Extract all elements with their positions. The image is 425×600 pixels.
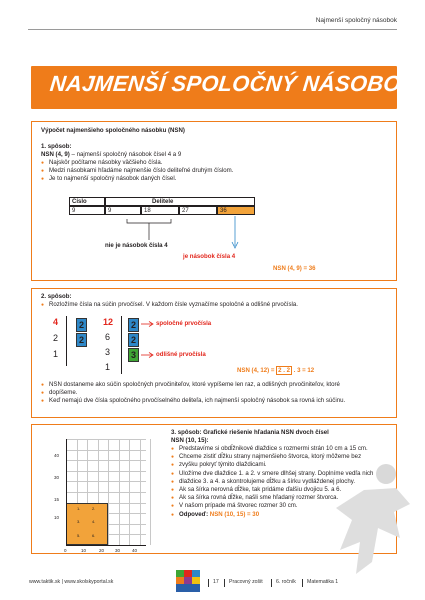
x-axis: [66, 545, 146, 546]
number-12: 12: [103, 317, 114, 327]
common-prime-box: 2: [128, 333, 139, 347]
x-tick-label: 40: [132, 548, 138, 553]
factor-value: 1: [53, 349, 59, 359]
figure-watermark-icon: [334, 462, 414, 582]
tile-label: 1.: [77, 506, 81, 511]
y-tick-label: 30: [54, 475, 60, 480]
bullet-item: ● Je to najmenší spoločný násobok daných čísel.: [41, 175, 233, 183]
table-cell: 9: [69, 206, 105, 215]
table-cell: 9: [105, 206, 141, 215]
bullet-item: ● Rozložíme čísla na súčin prvočísel. V každom čísle vyznačíme spoločné a odlišné prvočísla.: [41, 301, 298, 309]
different-prime-box: 3: [128, 348, 139, 362]
tile-label: 4.: [92, 519, 96, 524]
table-cell: 18: [141, 206, 179, 215]
footer-divider: [208, 579, 209, 587]
x-tick-label: 10: [81, 548, 87, 553]
footer-grade: 6. ročník: [276, 579, 296, 585]
bullet-item: ● Keď nemajú dve čísla spoločného prvočíselného deliteľa, ich najmenší spoločný násobok sa rovná ich súčinu.: [41, 397, 345, 405]
header-rule: [28, 29, 397, 30]
footer-divider: [271, 579, 272, 587]
definition-line: NSN (4, 9) – najmenší spoločný násobok čísel 4 a 9: [41, 151, 182, 158]
bullet-item: ● Uložíme dve dlaždice 1. a 2. v smere dlhšej strany. Doplníme vedľa nich: [171, 470, 373, 478]
x-tick-label: 30: [115, 548, 121, 553]
footer-divider: [302, 579, 303, 587]
y-tick-label: 40: [54, 453, 60, 458]
bullet-continuation: ● dlaždice 3. a 4. a skontrolujeme dĺžku a šírku vydláždenej plochy.: [171, 478, 373, 486]
factor-value: 1: [105, 362, 111, 372]
y-tick-label: 10: [54, 515, 60, 520]
x-tick-label: 0: [64, 548, 67, 553]
method-label: 1. spôsob:: [41, 143, 72, 150]
square-outline: [66, 503, 108, 545]
bullet-item: ● Medzi násobkami hľadáme najmenšie číslo deliteľné druhým číslom.: [41, 167, 233, 175]
grid-line: [66, 481, 146, 482]
factor-value: 6: [105, 332, 111, 342]
bullet-item: ● NSN dostaneme ako súčin spoločných prvočiniteľov, ktoré vypíšeme len raz, a odlišných prvočiniteľov, ktoré: [41, 381, 345, 389]
note-is-multiple: je násobok čísla 4: [183, 253, 236, 260]
common-prime-box: 2: [76, 318, 87, 332]
number-4: 4: [53, 317, 59, 327]
answer-line: ● Odpoveď: NSN (10, 15) = 30: [171, 511, 373, 519]
grid-line: [150, 439, 151, 545]
bullet-continuation: ● zvyšku pokryť týmito dlaždicami.: [171, 461, 373, 469]
bullet-item: ● V našom prípade má štvorec rozmer 30 cm.: [171, 502, 373, 510]
x-tick-label: 20: [99, 548, 105, 553]
grid-line: [66, 471, 146, 472]
grid-line: [66, 460, 146, 461]
section-heading: Výpočet najmenšieho spoločného násobku (NSN): [41, 127, 185, 134]
tile-label: 5.: [77, 533, 81, 538]
common-prime-box: 2: [76, 333, 87, 347]
grid-line: [66, 450, 146, 451]
factor-value: 2: [53, 333, 59, 343]
method-label: 3. spôsob: Grafické riešenie hľadania NSN dvoch čísel: [171, 429, 329, 436]
section-method-1: [31, 121, 397, 281]
page-number: 17: [213, 579, 219, 585]
method-3-subtitle: NSN (10, 15):: [171, 437, 209, 444]
bullet-continuation: ● Chceme zistiť dĺžku strany najmenšieho štvorca, ktorý môžeme bez: [171, 453, 373, 461]
table-header-divisors: Delitele: [105, 197, 255, 206]
bullet-item: ● Predstavíme si obdĺžnikové dlaždice s rozmermi strán 10 cm a 15 cm.: [171, 445, 373, 453]
method-2-result: NSN (4, 12) = 2 . 2 . 3 = 12: [237, 367, 315, 374]
page-title: NAJMENŠÍ SPOLOČNÝ NÁSOBOK: [48, 71, 419, 96]
note-not-multiple: nie je násobok čísla 4: [105, 242, 168, 249]
table-cell: 27: [179, 206, 217, 215]
section-method-2: [31, 288, 397, 418]
bullet-item: ● Ak sa šírka rovná dĺžke, našli sme hľadaný rozmer štvorca.: [171, 494, 373, 502]
tile-label: 2.: [92, 506, 96, 511]
y-axis: [66, 439, 67, 545]
tile-label: 6.: [92, 533, 96, 538]
footer-links: www.taktik.sk | www.skolskyportal.sk: [29, 579, 114, 585]
footer-subject: Matematika 1: [307, 579, 339, 585]
grid-line: [66, 439, 146, 440]
bullet-item: ● Ak sa šírka nerovná dĺžke, tak pridáme ďalšiu dvojicu 5. a 6.: [171, 486, 373, 494]
tile-label: 3.: [77, 519, 81, 524]
running-header: Najmenší spoločný násobok: [315, 17, 397, 24]
publisher-logo-icon: [176, 570, 200, 592]
label-different-primes: odlišné prvočísla: [156, 351, 206, 358]
footer-book: Pracovný zošit: [229, 579, 263, 585]
bullet-item: ● Najskôr počítame násobky väčšieho čísla.: [41, 159, 233, 167]
label-common-primes: spoločné prvočísla: [156, 320, 212, 327]
factor-value: 3: [105, 347, 111, 357]
method-2-bullets: [41, 381, 345, 406]
grid-line: [66, 492, 146, 493]
table-cell-highlight: 36: [217, 206, 255, 215]
common-prime-box: 2: [128, 318, 139, 332]
footer-divider: [224, 579, 225, 587]
y-tick-label: 15: [54, 497, 60, 502]
method-1-result: NSN (4, 9) = 36: [273, 265, 316, 272]
bullet-continuation: ● dopíšeme.: [41, 389, 345, 397]
table-header-number: Číslo: [69, 197, 105, 206]
method-label: 2. spôsob:: [41, 293, 72, 300]
